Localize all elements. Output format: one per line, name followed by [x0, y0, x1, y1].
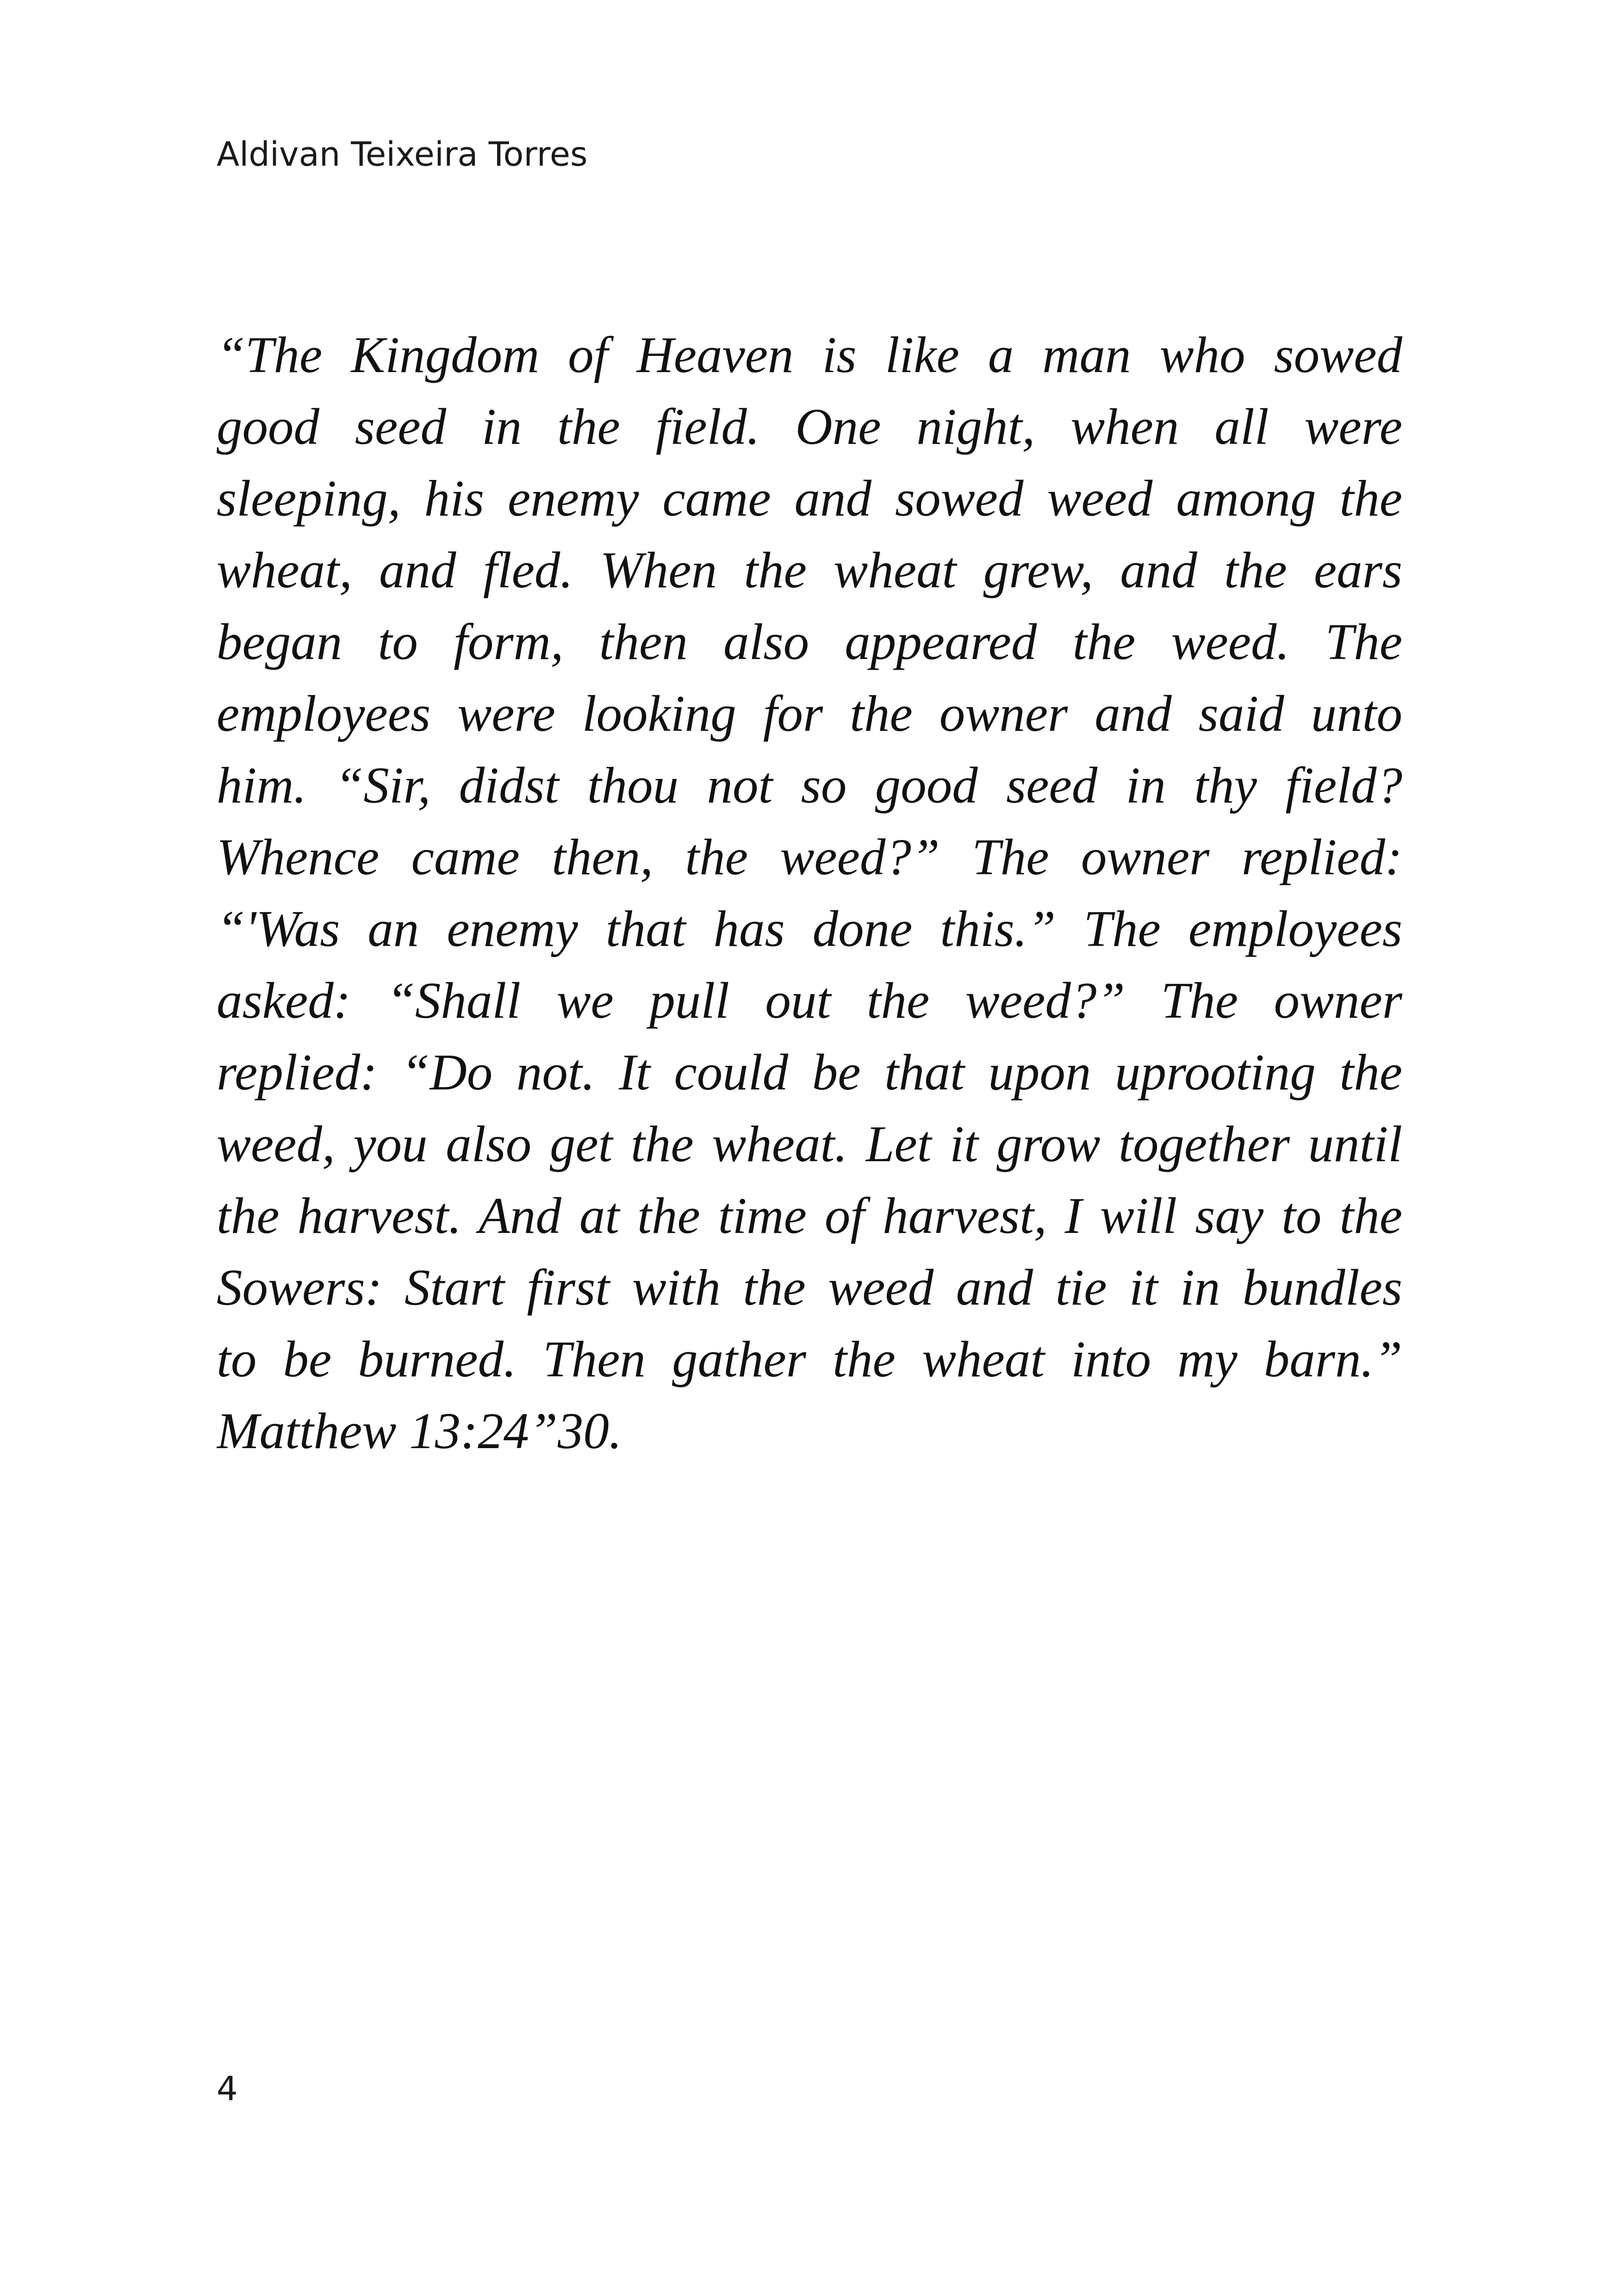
- passage-line: asked: “Shall we pull out the weed?” The owner: [217, 972, 1402, 1029]
- passage-line: Sowers: Start first with the weed and tie it in bundles: [217, 1259, 1402, 1316]
- passage-line: wheat, and fled. When the wheat grew, and the ears: [217, 542, 1402, 599]
- passage-line: “The Kingdom of Heaven is like a man who sowed: [217, 327, 1402, 384]
- passage-line: to be burned. Then gather the wheat into my barn.”: [217, 1331, 1402, 1388]
- passage-line: him. “Sir, didst thou not so good seed in thy field?: [217, 757, 1402, 814]
- passage-line: Whence came then, the weed?” The owner replied:: [217, 829, 1402, 886]
- passage-line: began to form, then also appeared the weed. The: [217, 614, 1402, 671]
- passage-line: replied: “Do not. It could be that upon uprooting the: [217, 1044, 1402, 1101]
- passage-line: sleeping, his enemy came and sowed weed among the: [217, 470, 1402, 527]
- passage-line: weed, you also get the wheat. Let it grow together until: [217, 1116, 1402, 1173]
- passage-line: good seed in the field. One night, when all were: [217, 398, 1402, 455]
- passage-line: employees were looking for the owner and said unto: [217, 685, 1402, 742]
- passage-line: “'Was an enemy that has done this.” The employees: [217, 901, 1402, 958]
- parable-passage: [217, 319, 1402, 1467]
- running-header-author: Aldivan Teixeira Torres: [217, 135, 588, 174]
- page-number: 4: [217, 2069, 238, 2108]
- passage-line: the harvest. And at the time of harvest, I will say to the: [217, 1188, 1402, 1244]
- passage-citation: Matthew 13:24”30.: [217, 1403, 622, 1460]
